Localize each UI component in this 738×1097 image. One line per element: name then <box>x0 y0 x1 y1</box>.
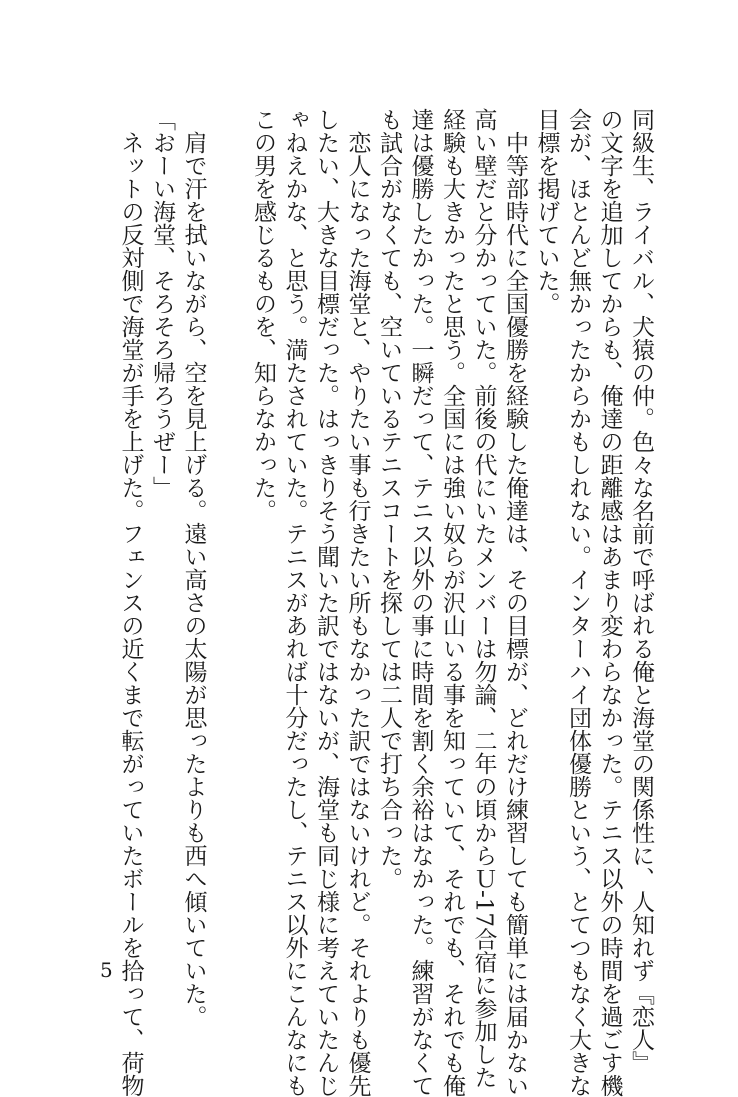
text-column: ゃねえかな、と思う。満たされていた。テニスがあれば十分だったし、テニス以外にこんなにも <box>281 108 308 1097</box>
text-column: 高い壁だと分かっていた。前後の代にいたメンバーは勿論、二年の頃からＵ‐17合宿に参加した <box>470 108 497 1089</box>
vertical-text-body <box>114 108 656 1097</box>
text-column: 恋人になった海堂と、やりたい事も行きたい所もなかった訳ではないけれど。それよりも優先 <box>344 108 371 1097</box>
text-column: この男を感じるものを、知らなかった。 <box>250 108 276 522</box>
section-break <box>209 108 247 958</box>
text-column: したい、大きな目標だった。はっきりそう聞いた訳ではないが、海堂も同じ様に考えていたんじ <box>313 108 339 1097</box>
text-column: 経験も大きかったと思う。全国には強い奴らが沢山いる事を知っていて、それでも、それでも俺 <box>439 108 465 1097</box>
text-column: 「おーい海堂、そろそろ帰ろうぜー」 <box>149 108 175 499</box>
text-column: の文字を追加してからも、俺達の距離感はあまり変わらなかった。テニス以外の時間を過ごす機 <box>596 108 623 1097</box>
text-column: 会が、ほとんど無かったからかもしれない。インターハイ団体優勝という、とてつもなく大きな <box>565 108 591 1097</box>
text-column: 中等部時代に全国優勝を経験した俺達は、その目標が、どれだけ練習しても簡単には届かない <box>502 108 528 1097</box>
text-column: 同級生、ライバル、犬猿の仲。色々な名前で呼ばれる俺と海堂の関係性に、人知れず『恋人』 <box>628 108 654 1074</box>
text-column: 肩で汗を拭いながら、空を見上げる。遠い高さの太陽が思ったよりも西へ傾いていた。 <box>180 108 207 1028</box>
text-column: も試合がなくても、空いているテニスコートを探しては二人で打ち合った。 <box>376 108 402 890</box>
text-column: 目標を掲げていた。 <box>533 108 560 315</box>
page-number: 5 <box>100 958 113 982</box>
text-column: 達は優勝したかった。一瞬だって、テニス以外の事に時間を割く余裕はなかった。練習がなくて <box>407 108 434 1097</box>
text-column: ネットの反対側で海堂が手を上げた。フェンスの近くまで転がっていたボールを拾って、荷物 <box>117 108 144 1097</box>
